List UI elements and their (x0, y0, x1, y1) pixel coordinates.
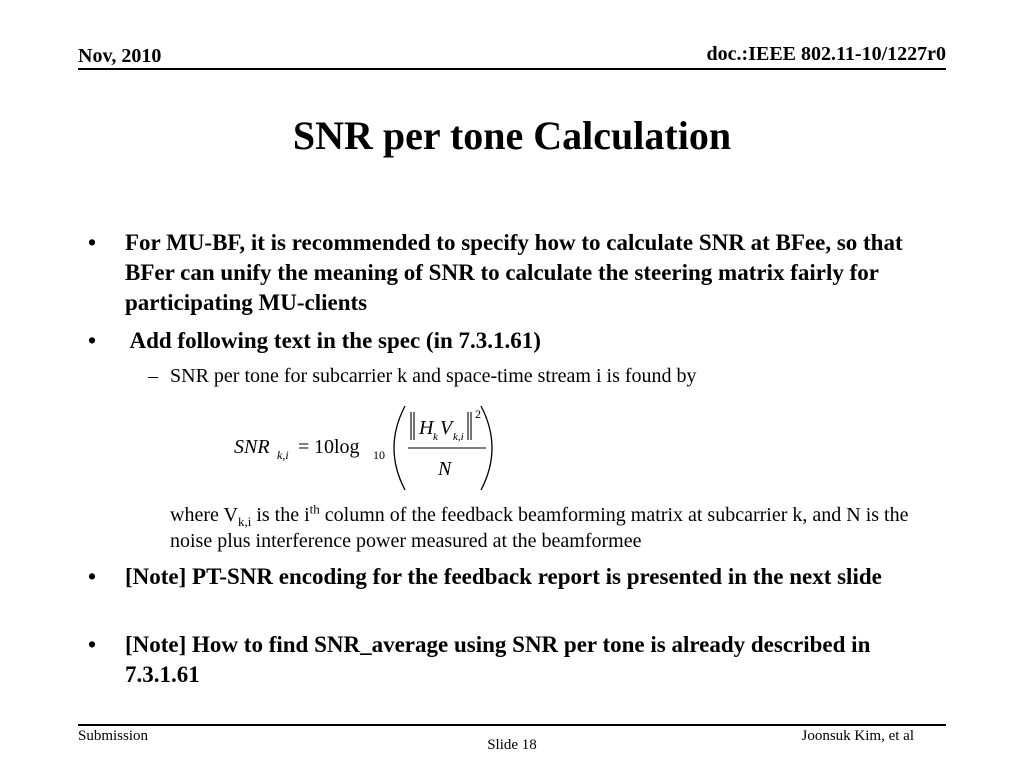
footer-author: Joonsuk Kim, et al (801, 728, 914, 744)
sub-bullet-marker: – (148, 365, 158, 387)
formula-exponent: 2 (475, 407, 481, 421)
formula-v-subscript: k,i (453, 431, 464, 443)
formula-h: H (419, 417, 434, 439)
explanation-superscript: th (309, 501, 320, 517)
bullet-text: [Note] PT-SNR encoding for the feedback report is presented in the next slide (125, 564, 882, 589)
explanation-text: is the i (251, 504, 310, 526)
footer-divider (78, 724, 946, 726)
bullet-marker: • (88, 632, 97, 657)
sub-bullet-text: SNR per tone for subcarrier k and space-time stream i is found by (170, 365, 697, 387)
bullet-text: For MU-BF, it is recommended to specify how to calculate SNR at BFee, so that BFer can unify the meaning of SNR to calculate the steering matrix fairly for participating MU-clients (125, 230, 903, 315)
bullet-text: Add following text in the spec (in 7.3.1.61) (125, 328, 541, 353)
explanation-text: column of the feedback beamforming matrix at subcarrier k, and N is the noise plus interference power measured at the beamformee (170, 504, 909, 552)
formula-v: V (440, 417, 453, 439)
footer-slide-number: Slide 18 (487, 737, 537, 753)
bullet-marker: • (88, 230, 97, 255)
explanation-text: where V (170, 504, 238, 526)
formula-denominator: N (438, 458, 452, 480)
snr-formula (228, 402, 518, 494)
header-divider (78, 68, 946, 70)
left-paren (394, 406, 405, 490)
footer-submission: Submission (78, 728, 149, 744)
bullet-text: [Note] How to find SNR_average using SNR per tone is already described in 7.3.1.61 (125, 632, 871, 687)
formula-log-base: 10 (373, 448, 385, 462)
header-doc-id: doc.:IEEE 802.11-10/1227r0 (706, 43, 946, 65)
formula-h-subscript: k (433, 431, 438, 443)
formula-equals: = (298, 436, 310, 458)
formula-lhs-subscript: k,i (277, 448, 289, 462)
bullet-marker: • (88, 564, 97, 589)
formula-explanation (170, 502, 930, 554)
explanation-subscript: k,i (237, 514, 252, 529)
formula-lhs: SNR (234, 436, 270, 458)
slide-title: SNR per tone Calculation (292, 113, 732, 158)
bullet-marker: • (88, 328, 97, 353)
header-date: Nov, 2010 (78, 45, 162, 67)
formula-coefficient: 10log (314, 436, 360, 458)
